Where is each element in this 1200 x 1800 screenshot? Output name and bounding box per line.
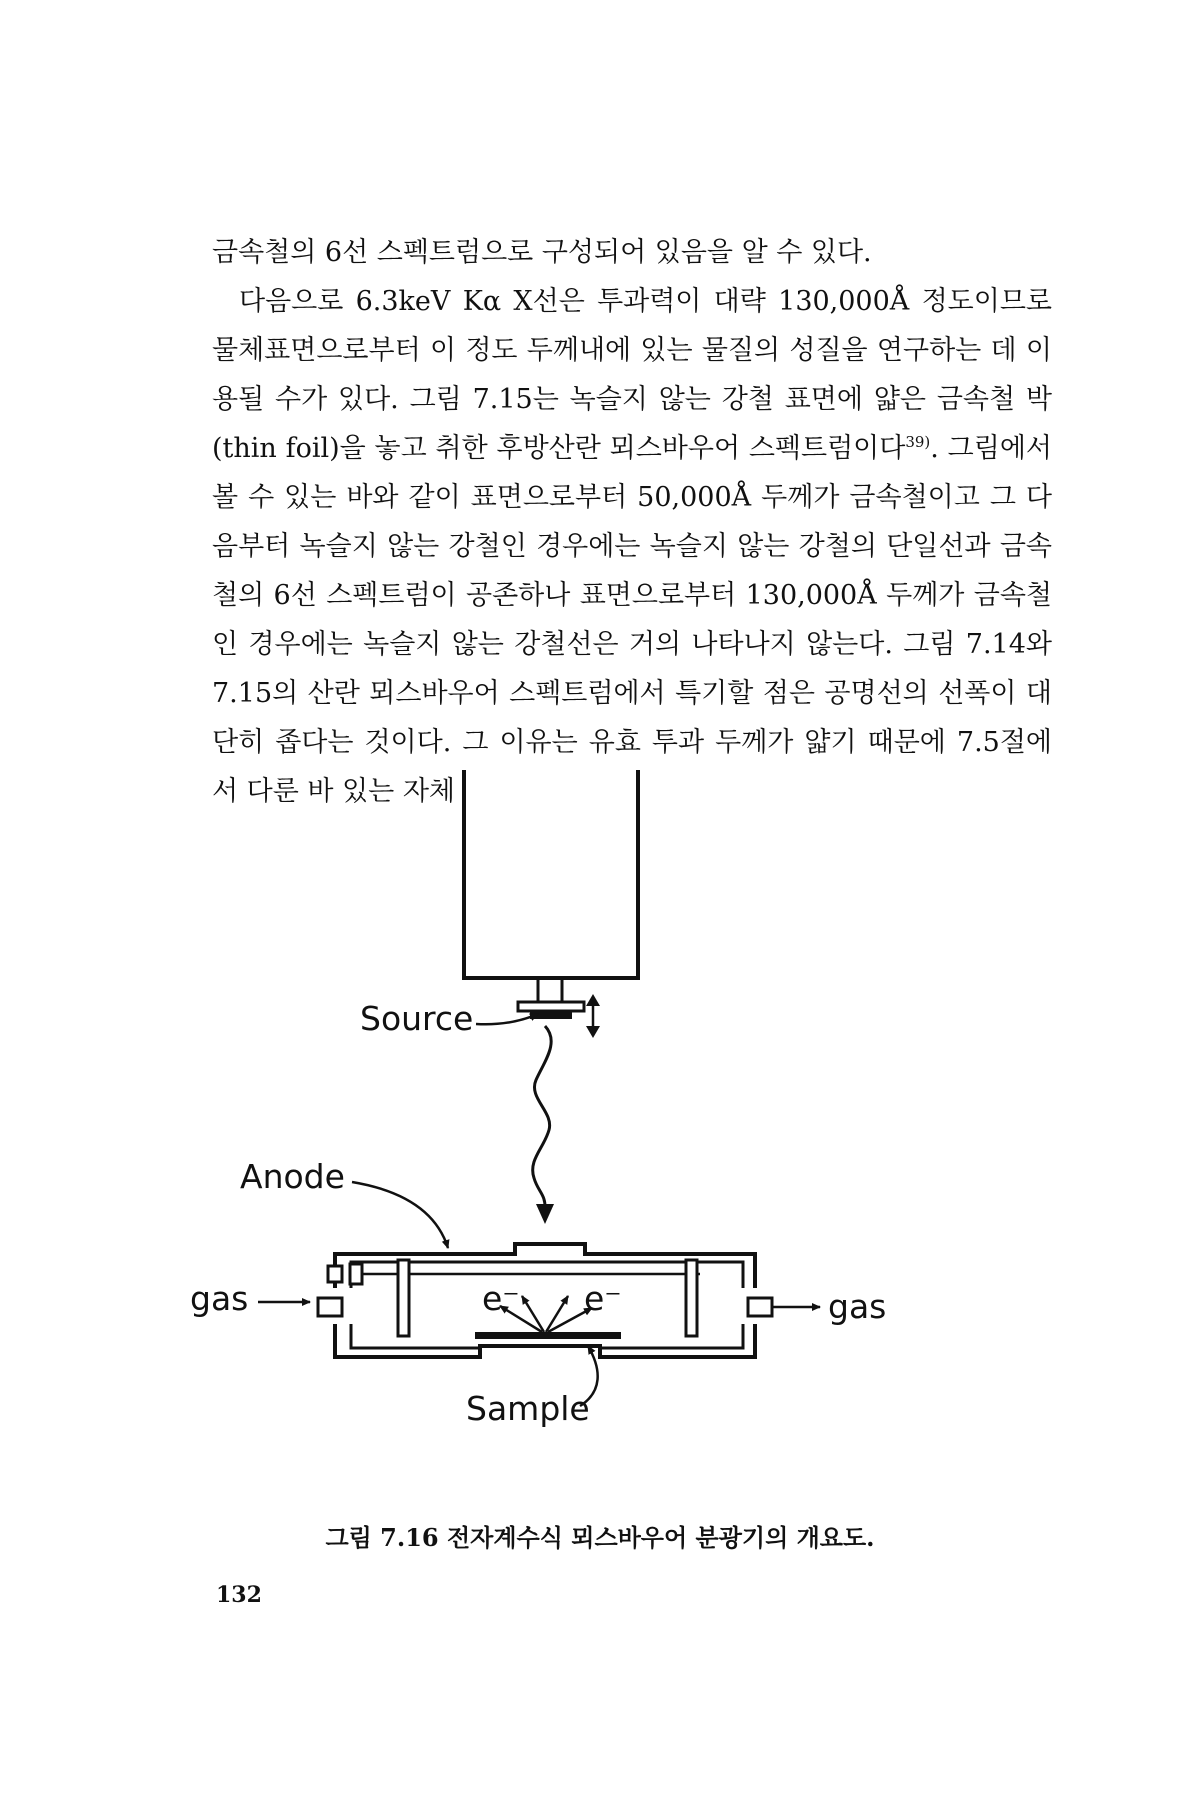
left-support xyxy=(398,1260,409,1336)
paragraph-1: 금속철의 6선 스펙트럼으로 구성되어 있음을 알 수 있다. xyxy=(212,237,872,268)
page-number: 132 xyxy=(216,1582,262,1608)
source-housing xyxy=(464,770,638,978)
gamma-ray-path xyxy=(533,1026,552,1210)
paragraph-2-continuation: . 그림에서 볼 수 있는 바와 같이 표면으로부터 50,000Å 두께가 금속철이고 그 다음부터 녹슬지 않는 강철인 경우에는 녹슬지 않는 강철의 단일선과 금속철의 6선 스펙트럼이 공존하나 표면으로부터 130,000Å 두께가 금속철인 경우에는 녹슬지 않는 강철선은 거의 나타나지 않는다. 그림 7.14와 7.15의 산란 뫼스바우어 스펙트럼에서 특기할 점은 공명선의 선폭이 대단히 좁다는 것이다. 그 이유는 유효 투과 두께가 얇기 때문에 7.5절에서 다룬 바 있는 자체 xyxy=(212,433,1052,807)
sample-label: Sample xyxy=(466,1389,590,1428)
electron-label-left: e⁻ xyxy=(482,1279,520,1318)
paragraph-2-text: 다음으로 6.3keV Kα X선은 투과력이 대략 130,000Å 정도이므로 물체표면으로부터 이 정도 두께내에 있는 물질의 성질을 연구하는 데 이용될 수가 있다. 그림 7.15는 녹슬지 않는 강철 표면에 얇은 금속철 박(thin foil)을 놓고 취한 후방산란 뫼스바우어 스펙트럼이다 xyxy=(212,286,1052,464)
source-label: Source xyxy=(360,999,474,1038)
figure-7-16 xyxy=(190,780,1080,1500)
anode-leader xyxy=(352,1182,448,1248)
gas-out-label: gas xyxy=(828,1287,887,1326)
anode-insulator xyxy=(328,1266,342,1282)
anode-label: Anode xyxy=(240,1157,345,1196)
body-text xyxy=(212,228,1052,816)
citation-marker: 39) xyxy=(905,433,931,451)
gas-in-label: gas xyxy=(190,1279,249,1318)
spectrometer-diagram xyxy=(190,780,1080,1500)
sample-plate xyxy=(475,1332,621,1339)
gas-outlet-port xyxy=(748,1298,772,1316)
electron-label-right: e⁻ xyxy=(584,1279,622,1318)
anode-feedthrough xyxy=(350,1264,362,1284)
gas-inlet-port xyxy=(318,1298,342,1316)
motion-arrow-up xyxy=(586,994,600,1006)
figure-caption: 그림 7.16 전자계수식 뫼스바우어 분광기의 개요도. xyxy=(325,1523,875,1552)
paragraph-2 xyxy=(212,277,1052,816)
motion-arrow-down xyxy=(586,1026,600,1038)
gamma-ray-arrowhead xyxy=(536,1204,554,1224)
source-holder xyxy=(518,1002,584,1011)
source-leader xyxy=(476,1014,538,1024)
right-support xyxy=(686,1260,697,1336)
